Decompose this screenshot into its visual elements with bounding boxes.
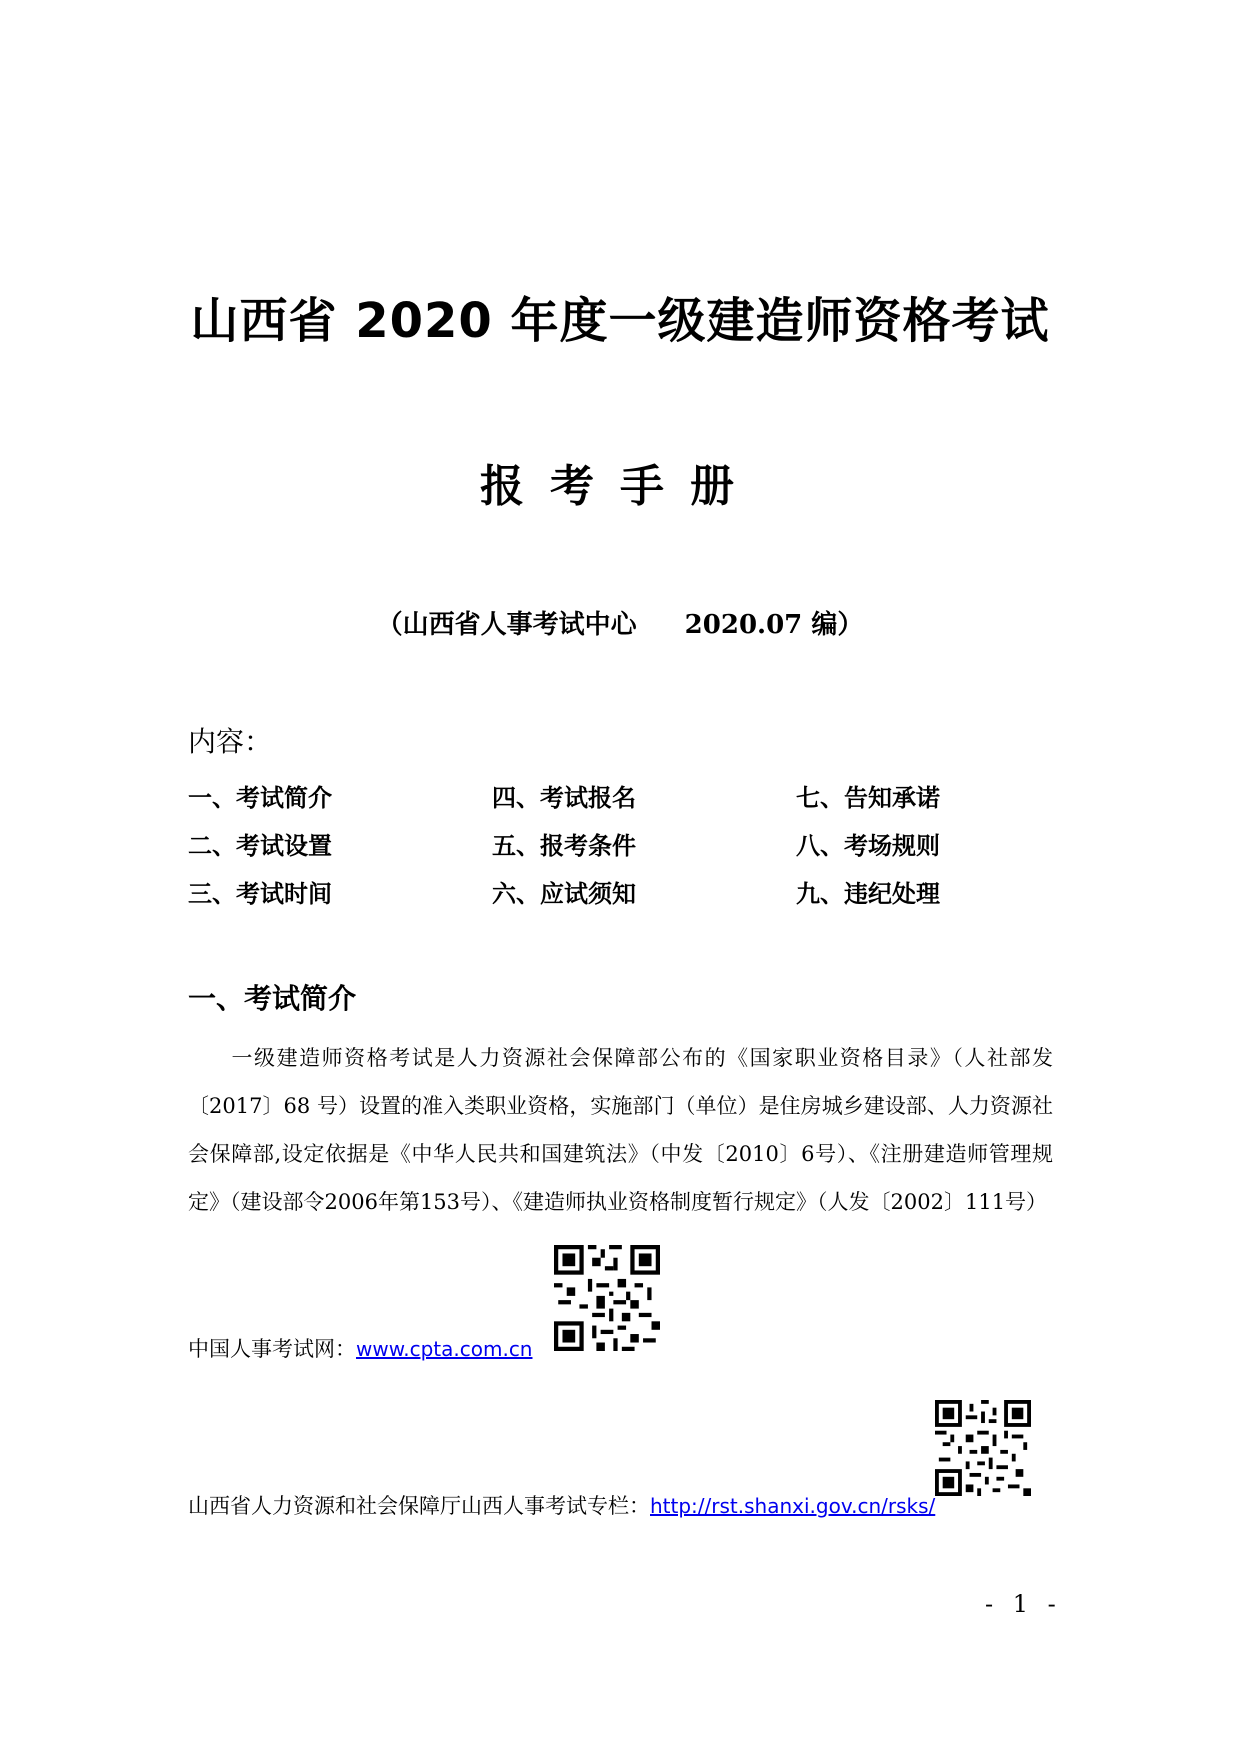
qr-code-cpta xyxy=(554,1245,660,1351)
link-line-cpta xyxy=(188,1333,532,1363)
editor-line xyxy=(0,604,1240,641)
link-label: 山西省人力资源和社会保障厅山西人事考试专栏： xyxy=(188,1494,650,1518)
section-paragraph-text: 一级建造师资格考试是人力资源社会保障部公布的《国家职业资格目录》（人社部发〔2017〕68 号）设置的准入类职业资格，实施部门（单位）是住房城乡建设部、人力资源社会保障部,设定依据是《中华人民共和国建筑法》（中发〔2010〕6号）、《注册建造师管理规定》（建设部令2006年第153号）、《建造师执业资格制度暂行规定》（人发〔2002〕111号） xyxy=(188,1046,1053,1214)
toc-item: 九、违纪处理 xyxy=(796,880,940,908)
toc-item: 六、应试须知 xyxy=(492,880,636,908)
shanxi-link[interactable]: http://rst.shanxi.gov.cn/rsks/ xyxy=(650,1494,936,1518)
section-heading: 一、考试简介 xyxy=(188,982,357,1015)
editor-org: （山西省人事考试中心 xyxy=(376,610,637,640)
toc-item: 三、考试时间 xyxy=(188,880,332,908)
document-subtitle: 报考手册 xyxy=(480,461,760,512)
toc-heading: 内容： xyxy=(188,725,273,758)
toc-item: 八、考场规则 xyxy=(796,832,940,860)
toc-item: 四、考试报名 xyxy=(492,784,636,812)
link-label: 中国人事考试网： xyxy=(188,1337,356,1361)
toc-item: 五、报考条件 xyxy=(492,832,636,860)
editor-date: 2020.07 编） xyxy=(684,610,864,640)
toc-item: 二、考试设置 xyxy=(188,832,332,860)
link-line-shanxi xyxy=(188,1490,935,1520)
cpta-link[interactable]: www.cpta.com.cn xyxy=(356,1337,533,1361)
qr-code-shanxi xyxy=(935,1400,1031,1496)
toc-item: 一、考试简介 xyxy=(188,784,332,812)
section-paragraph xyxy=(188,1034,1053,1226)
toc-item: 七、告知承诺 xyxy=(796,784,940,812)
document-title: 山西省 2020 年度一级建造师资格考试 xyxy=(190,293,1050,349)
page-number: - 1 - xyxy=(985,1590,1062,1618)
